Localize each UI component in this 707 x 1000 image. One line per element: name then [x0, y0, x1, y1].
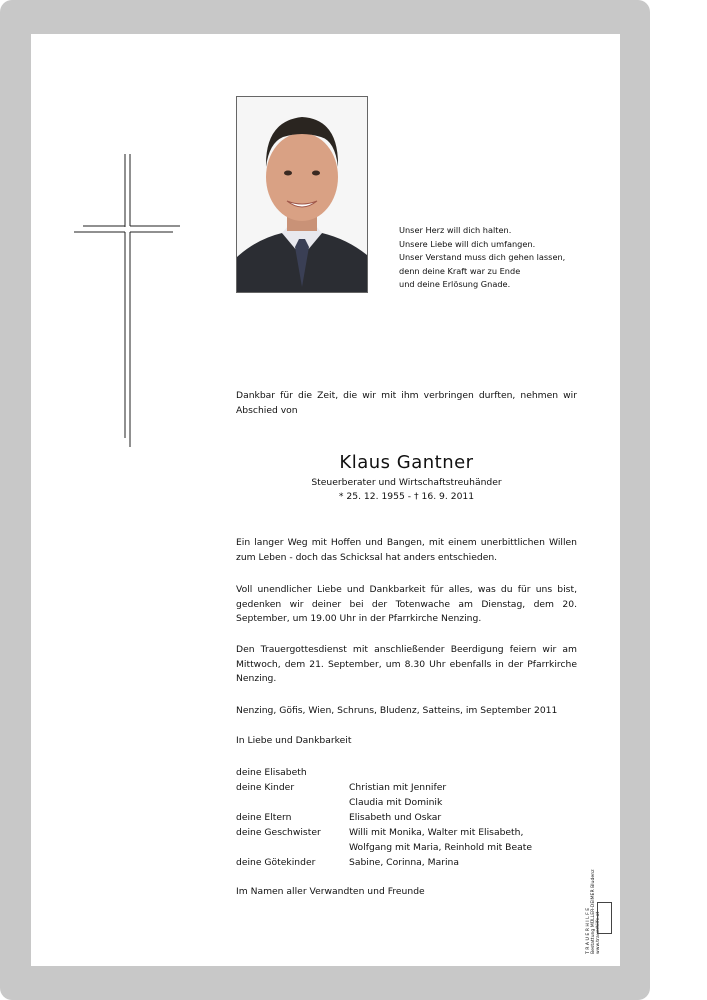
paragraph-funeral: Den Trauergottesdienst mit anschließender Beerdigung feiern wir am Mittwoch, dem 21. September, um 8.30 Uhr ebenfalls in der Pfarrkirche Nenzing.	[236, 644, 577, 685]
closing-text: Im Namen aller Verwandten und Freunde	[236, 886, 425, 897]
credit-line: Bestattung MÜLLER-DEIMER Bludenz	[591, 869, 597, 954]
credit-line: T R A U E R H I L F E	[586, 907, 591, 954]
family-names: Elisabeth und Oskar	[349, 812, 442, 823]
deceased-name: Klaus Gantner	[339, 452, 474, 473]
family-role: deine Eltern	[236, 812, 292, 823]
poem-line: Unser Verstand muss dich gehen lassen,	[399, 252, 566, 262]
funeral-home-credit	[586, 854, 614, 954]
poem-line: Unsere Liebe will dich umfangen.	[399, 238, 536, 249]
cross-icon	[74, 154, 182, 448]
family-names: Wolfgang mit Maria, Reinhold mit Beate	[349, 842, 532, 853]
deceased-profession: Steuerberater und Wirtschaftstreuhänder	[311, 477, 502, 488]
poem-line: denn deine Kraft war zu Ende	[399, 265, 521, 276]
poem-line: Unser Herz will dich halten.	[399, 225, 512, 235]
love-and-gratitude: In Liebe und Dankbarkeit	[236, 735, 352, 746]
family-role: deine Geschwister	[236, 827, 321, 838]
paragraph-journey: Ein langer Weg mit Hoffen und Bangen, mit einem unerbittlichen Willen zum Leben - doch das Schicksal hat anders entschieden.	[236, 537, 577, 563]
credit-line: www.trauerhilfe.at	[596, 911, 602, 954]
family-names: Claudia mit Dominik	[349, 797, 443, 808]
life-dates: * 25. 12. 1955 - † 16. 9. 2011	[338, 491, 475, 502]
family-row	[236, 780, 577, 810]
family-role: deine Götekinder	[236, 857, 316, 868]
poem-line: und deine Erlösung Gnade.	[399, 279, 511, 289]
paragraph-wake: Voll unendlicher Liebe und Dankbarkeit für alles, was du für uns bist, gedenken wir deiner bei der Totenwache am Dienstag, dem 20. September, um 19.00 Uhr in der Pfarrkirche Nenzing.	[236, 584, 577, 625]
family-role: deine Kinder	[236, 782, 295, 793]
family-row	[236, 765, 577, 780]
credit-logo-box	[597, 902, 612, 934]
portrait-photo	[236, 96, 368, 293]
family-names: Christian mit Jennifer	[349, 782, 447, 793]
family-names: Sabine, Corinna, Marina	[349, 857, 459, 868]
family-list	[236, 765, 577, 870]
family-row	[236, 825, 577, 855]
family-row	[236, 810, 577, 825]
intro-text: Dankbar für die Zeit, die wir mit ihm verbringen durften, nehmen wir Abschied von	[236, 390, 577, 416]
family-role: deine Elisabeth	[236, 767, 307, 778]
family-names: Willi mit Monika, Walter mit Elisabeth,	[349, 827, 524, 838]
poem	[399, 224, 589, 292]
places-and-date: Nenzing, Göfis, Wien, Schruns, Bludenz, Satteins, im September 2011	[236, 705, 558, 716]
family-row	[236, 855, 577, 870]
deceased-block	[236, 450, 577, 504]
